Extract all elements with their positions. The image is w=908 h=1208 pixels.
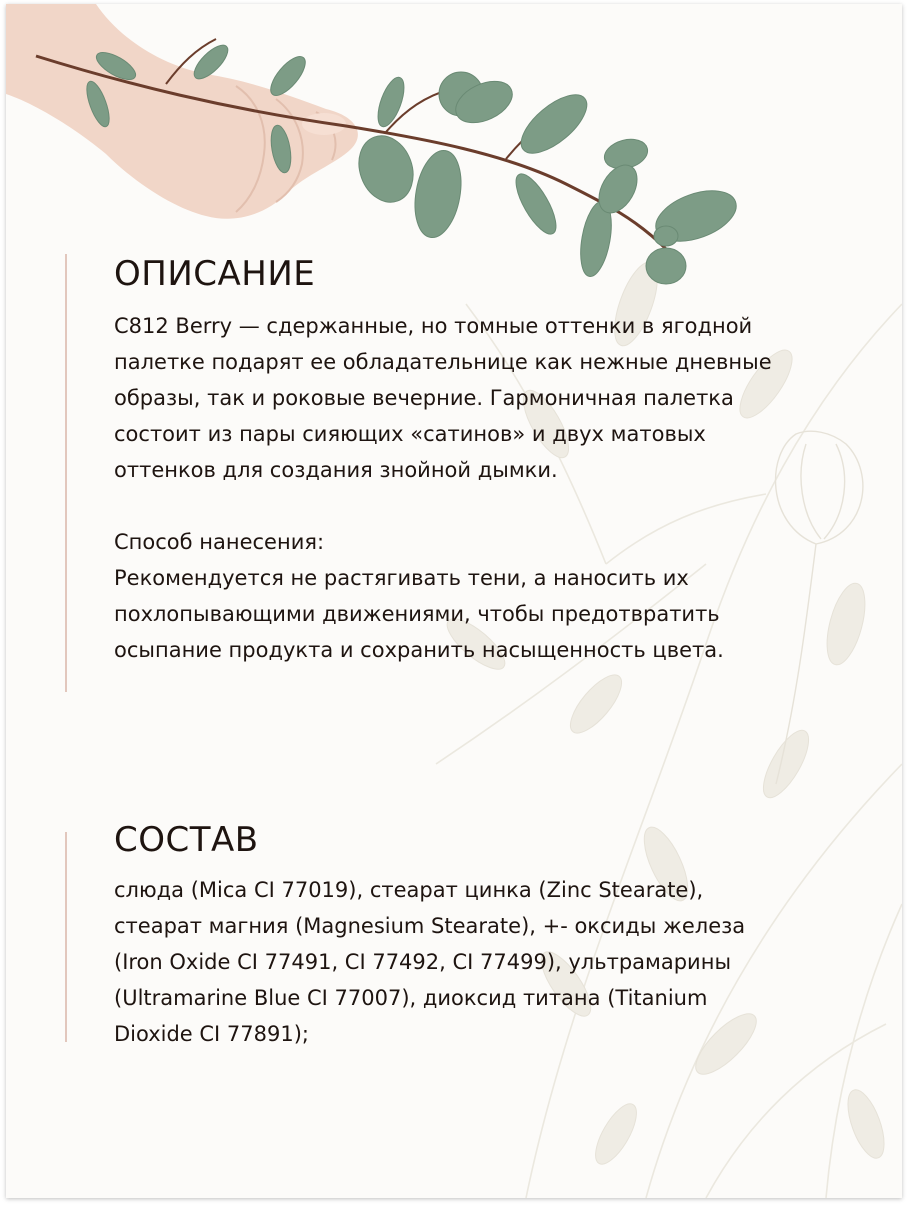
description-paragraph: C812 Berry — сдержанные, но томные оттенки в ягодной палетке подарят ее обладательнице как нежные дневные образы, так и роковые вечерние. Гармоничная палетка состоит из пары сияющих «сатинов» и двух матовых оттенков для создания знойной дымки.: [114, 314, 772, 482]
composition-accent-line: [65, 832, 67, 1042]
application-text: Рекомендуется не растягивать тени, а наносить их похлопывающими движениями, чтобы предотвратить осыпание продукта и сохранить насыщенность цвета.: [114, 566, 724, 662]
description-accent-line: [65, 254, 67, 692]
application-label: Способ нанесения:: [114, 530, 325, 554]
product-info-card: [6, 4, 902, 1198]
composition-heading: СОСТАВ: [114, 820, 259, 860]
hand-holding-eucalyptus-image: [6, 4, 743, 284]
description-heading: ОПИСАНИЕ: [114, 254, 316, 294]
composition-text: слюда (Mica CI 77019), стеарат цинка (Zinc Stearate), стеарат магния (Magnesium Stearate), +- оксиды железа (Iron Oxide CI 77491, CI 77492, CI 77499), ультрамарины (Ultramarine Blue CI 77007), диоксид титана (Titanium Dioxide CI 77891);: [114, 878, 746, 1046]
